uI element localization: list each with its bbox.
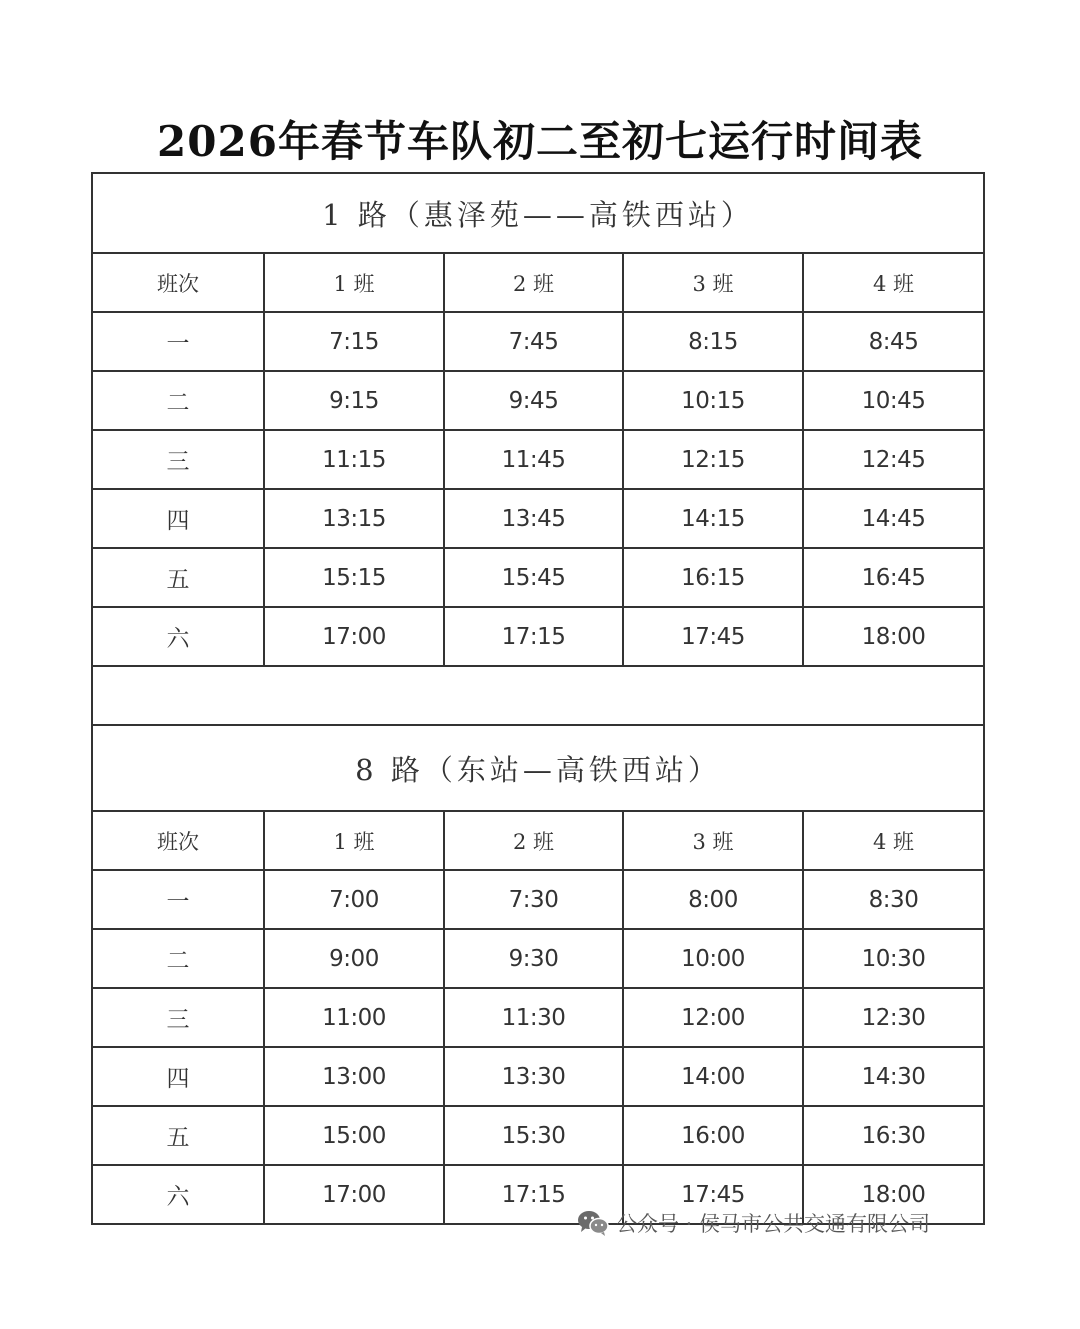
column-header-trip: 班次: [92, 811, 264, 870]
column-header-trip: 班次: [92, 253, 264, 312]
watermark: [576, 1208, 930, 1238]
table-row: [92, 430, 984, 489]
departure-time: 12:30: [803, 988, 984, 1047]
table-row: [92, 1047, 984, 1106]
departure-time: 11:30: [444, 988, 623, 1047]
departure-time: 10:30: [803, 929, 984, 988]
departure-time: 13:00: [264, 1047, 444, 1106]
departure-time: 17:45: [623, 1165, 803, 1224]
column-header-bus-3: 3 班: [623, 811, 803, 870]
departure-time: 11:00: [264, 988, 444, 1047]
wechat-icon: [576, 1209, 610, 1237]
departure-time: 12:45: [803, 430, 984, 489]
departure-time: 9:00: [264, 929, 444, 988]
column-header-bus-4: 4 班: [803, 811, 984, 870]
table-row: [92, 988, 984, 1047]
departure-time: 12:15: [623, 430, 803, 489]
empty-cell: [92, 666, 984, 725]
departure-time: 16:45: [803, 548, 984, 607]
departure-time: 11:45: [444, 430, 623, 489]
departure-time: 8:15: [623, 312, 803, 371]
departure-time: 18:00: [803, 1165, 984, 1224]
departure-time: 12:00: [623, 988, 803, 1047]
departure-time: 16:00: [623, 1106, 803, 1165]
table-row: [92, 929, 984, 988]
departure-time: 18:00: [803, 607, 984, 666]
trip-label: 六: [92, 607, 264, 666]
departure-time: 15:30: [444, 1106, 623, 1165]
departure-time: 14:15: [623, 489, 803, 548]
watermark-text: 公众号 · 侯马市公共交通有限公司: [616, 1212, 931, 1236]
departure-time: 10:45: [803, 371, 984, 430]
route-8-title: 8 路（东站—高铁西站）: [92, 725, 984, 811]
departure-time: 13:30: [444, 1047, 623, 1106]
departure-time: 15:15: [264, 548, 444, 607]
route-8-title-row: [92, 725, 984, 811]
departure-time: 8:45: [803, 312, 984, 371]
trip-label: 五: [92, 548, 264, 607]
departure-time: 9:30: [444, 929, 623, 988]
column-header-bus-3: 3 班: [623, 253, 803, 312]
column-header-bus-1: 1 班: [264, 253, 444, 312]
trip-label: 一: [92, 870, 264, 929]
departure-time: 14:45: [803, 489, 984, 548]
departure-time: 7:30: [444, 870, 623, 929]
trip-label: 六: [92, 1165, 264, 1224]
departure-time: 14:00: [623, 1047, 803, 1106]
departure-time: 7:00: [264, 870, 444, 929]
route-1-header-row: [92, 253, 984, 312]
departure-time: 7:45: [444, 312, 623, 371]
trip-label: 三: [92, 430, 264, 489]
departure-time: 13:15: [264, 489, 444, 548]
departure-time: 17:00: [264, 1165, 444, 1224]
trip-label: 四: [92, 489, 264, 548]
departure-time: 17:15: [444, 1165, 623, 1224]
departure-time: 14:30: [803, 1047, 984, 1106]
departure-time: 17:00: [264, 607, 444, 666]
departure-time: 16:30: [803, 1106, 984, 1165]
departure-time: 8:00: [623, 870, 803, 929]
column-header-bus-2: 2 班: [444, 811, 623, 870]
departure-time: 10:00: [623, 929, 803, 988]
departure-time: 9:15: [264, 371, 444, 430]
table-row: [92, 312, 984, 371]
trip-label: 五: [92, 1106, 264, 1165]
table-row: [92, 548, 984, 607]
departure-time: 15:00: [264, 1106, 444, 1165]
route-1-title-row: [92, 173, 984, 253]
departure-time: 11:15: [264, 430, 444, 489]
route-1-title: 1 路（惠泽苑——高铁西站）: [92, 173, 984, 253]
trip-label: 一: [92, 312, 264, 371]
timetable: [91, 172, 985, 1225]
trip-label: 二: [92, 371, 264, 430]
departure-time: 17:15: [444, 607, 623, 666]
page-title: 2026年春节车队初二至初七运行时间表: [157, 117, 923, 166]
departure-time: 17:45: [623, 607, 803, 666]
table-row: [92, 1106, 984, 1165]
table-row: [92, 489, 984, 548]
table-row: [92, 607, 984, 666]
trip-label: 四: [92, 1047, 264, 1106]
departure-time: 16:15: [623, 548, 803, 607]
spacer-row: [92, 666, 984, 725]
trip-label: 三: [92, 988, 264, 1047]
departure-time: 9:45: [444, 371, 623, 430]
table-row: [92, 870, 984, 929]
departure-time: 13:45: [444, 489, 623, 548]
departure-time: 10:15: [623, 371, 803, 430]
table-row: [92, 371, 984, 430]
departure-time: 7:15: [264, 312, 444, 371]
departure-time: 8:30: [803, 870, 984, 929]
route-8-header-row: [92, 811, 984, 870]
column-header-bus-2: 2 班: [444, 253, 623, 312]
column-header-bus-4: 4 班: [803, 253, 984, 312]
column-header-bus-1: 1 班: [264, 811, 444, 870]
trip-label: 二: [92, 929, 264, 988]
departure-time: 15:45: [444, 548, 623, 607]
